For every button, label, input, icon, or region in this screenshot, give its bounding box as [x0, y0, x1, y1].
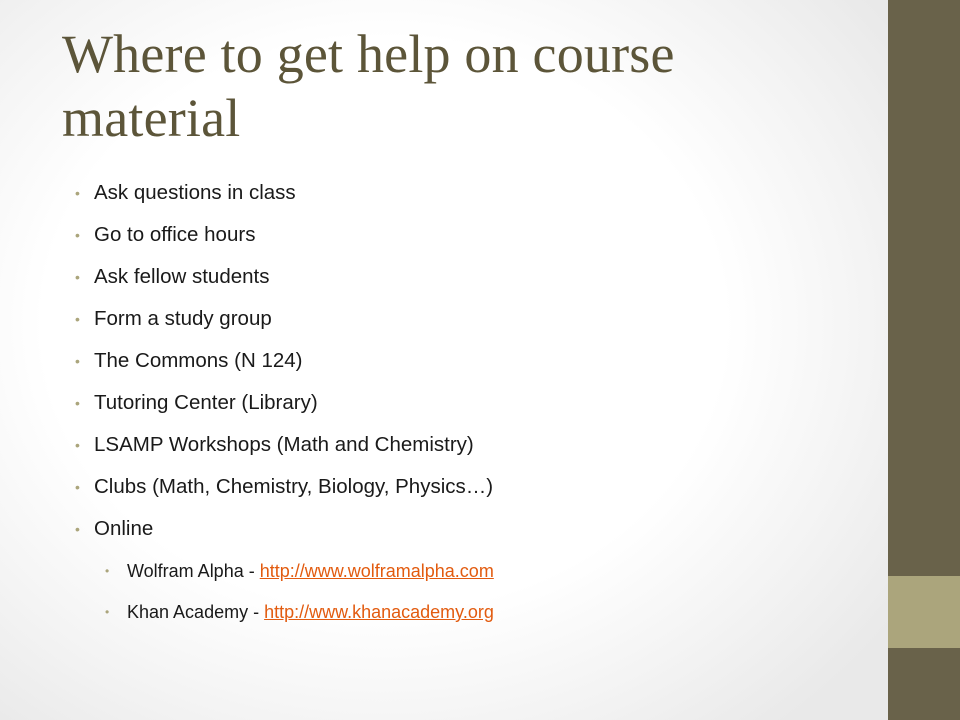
bullet-icon: •	[75, 521, 80, 537]
bullet-list	[75, 174, 865, 634]
wolfram-alpha-link[interactable]: http://www.wolframalpha.com	[259, 561, 494, 581]
list-item	[75, 174, 865, 216]
slide-title: Where to get help on course material	[62, 24, 675, 148]
khan-academy-link[interactable]: http://www.khanacademy.org	[264, 602, 494, 622]
sub-item-label: Wolfram Alpha -	[127, 561, 260, 581]
sub-bullet-icon: •	[105, 605, 110, 619]
list-item	[75, 258, 865, 300]
list-item	[75, 384, 865, 426]
bullet-icon: •	[75, 353, 80, 369]
side-accent-block	[888, 576, 960, 648]
list-item-online	[75, 510, 865, 552]
bullet-icon: •	[75, 479, 80, 495]
bullet-icon: •	[75, 227, 80, 243]
list-item	[75, 468, 865, 510]
list-item-text: LSAMP Workshops (Math and Chemistry)	[94, 433, 474, 456]
bullet-icon: •	[75, 185, 80, 201]
sub-item-label: Khan Academy -	[127, 602, 265, 622]
list-item-text: Go to office hours	[94, 223, 256, 246]
list-item	[75, 342, 865, 384]
list-item-text: Online	[94, 517, 154, 540]
bullet-icon: •	[75, 437, 80, 453]
list-item	[75, 426, 865, 468]
bullet-icon: •	[75, 311, 80, 327]
list-item-text: Ask fellow students	[94, 265, 270, 288]
list-item	[75, 300, 865, 342]
list-item-text: Ask questions in class	[94, 181, 296, 204]
sub-bullet-icon: •	[105, 564, 110, 578]
sub-list-item-wolfram	[75, 552, 865, 593]
list-item-text: Tutoring Center (Library)	[94, 391, 318, 414]
list-item-text: Form a study group	[94, 307, 272, 330]
sub-list-item-khan	[75, 593, 865, 634]
list-item	[75, 216, 865, 258]
bullet-icon: •	[75, 269, 80, 285]
bullet-icon: •	[75, 395, 80, 411]
list-item-text: Clubs (Math, Chemistry, Biology, Physics…)	[94, 475, 494, 498]
list-item-text: The Commons (N 124)	[94, 349, 303, 372]
